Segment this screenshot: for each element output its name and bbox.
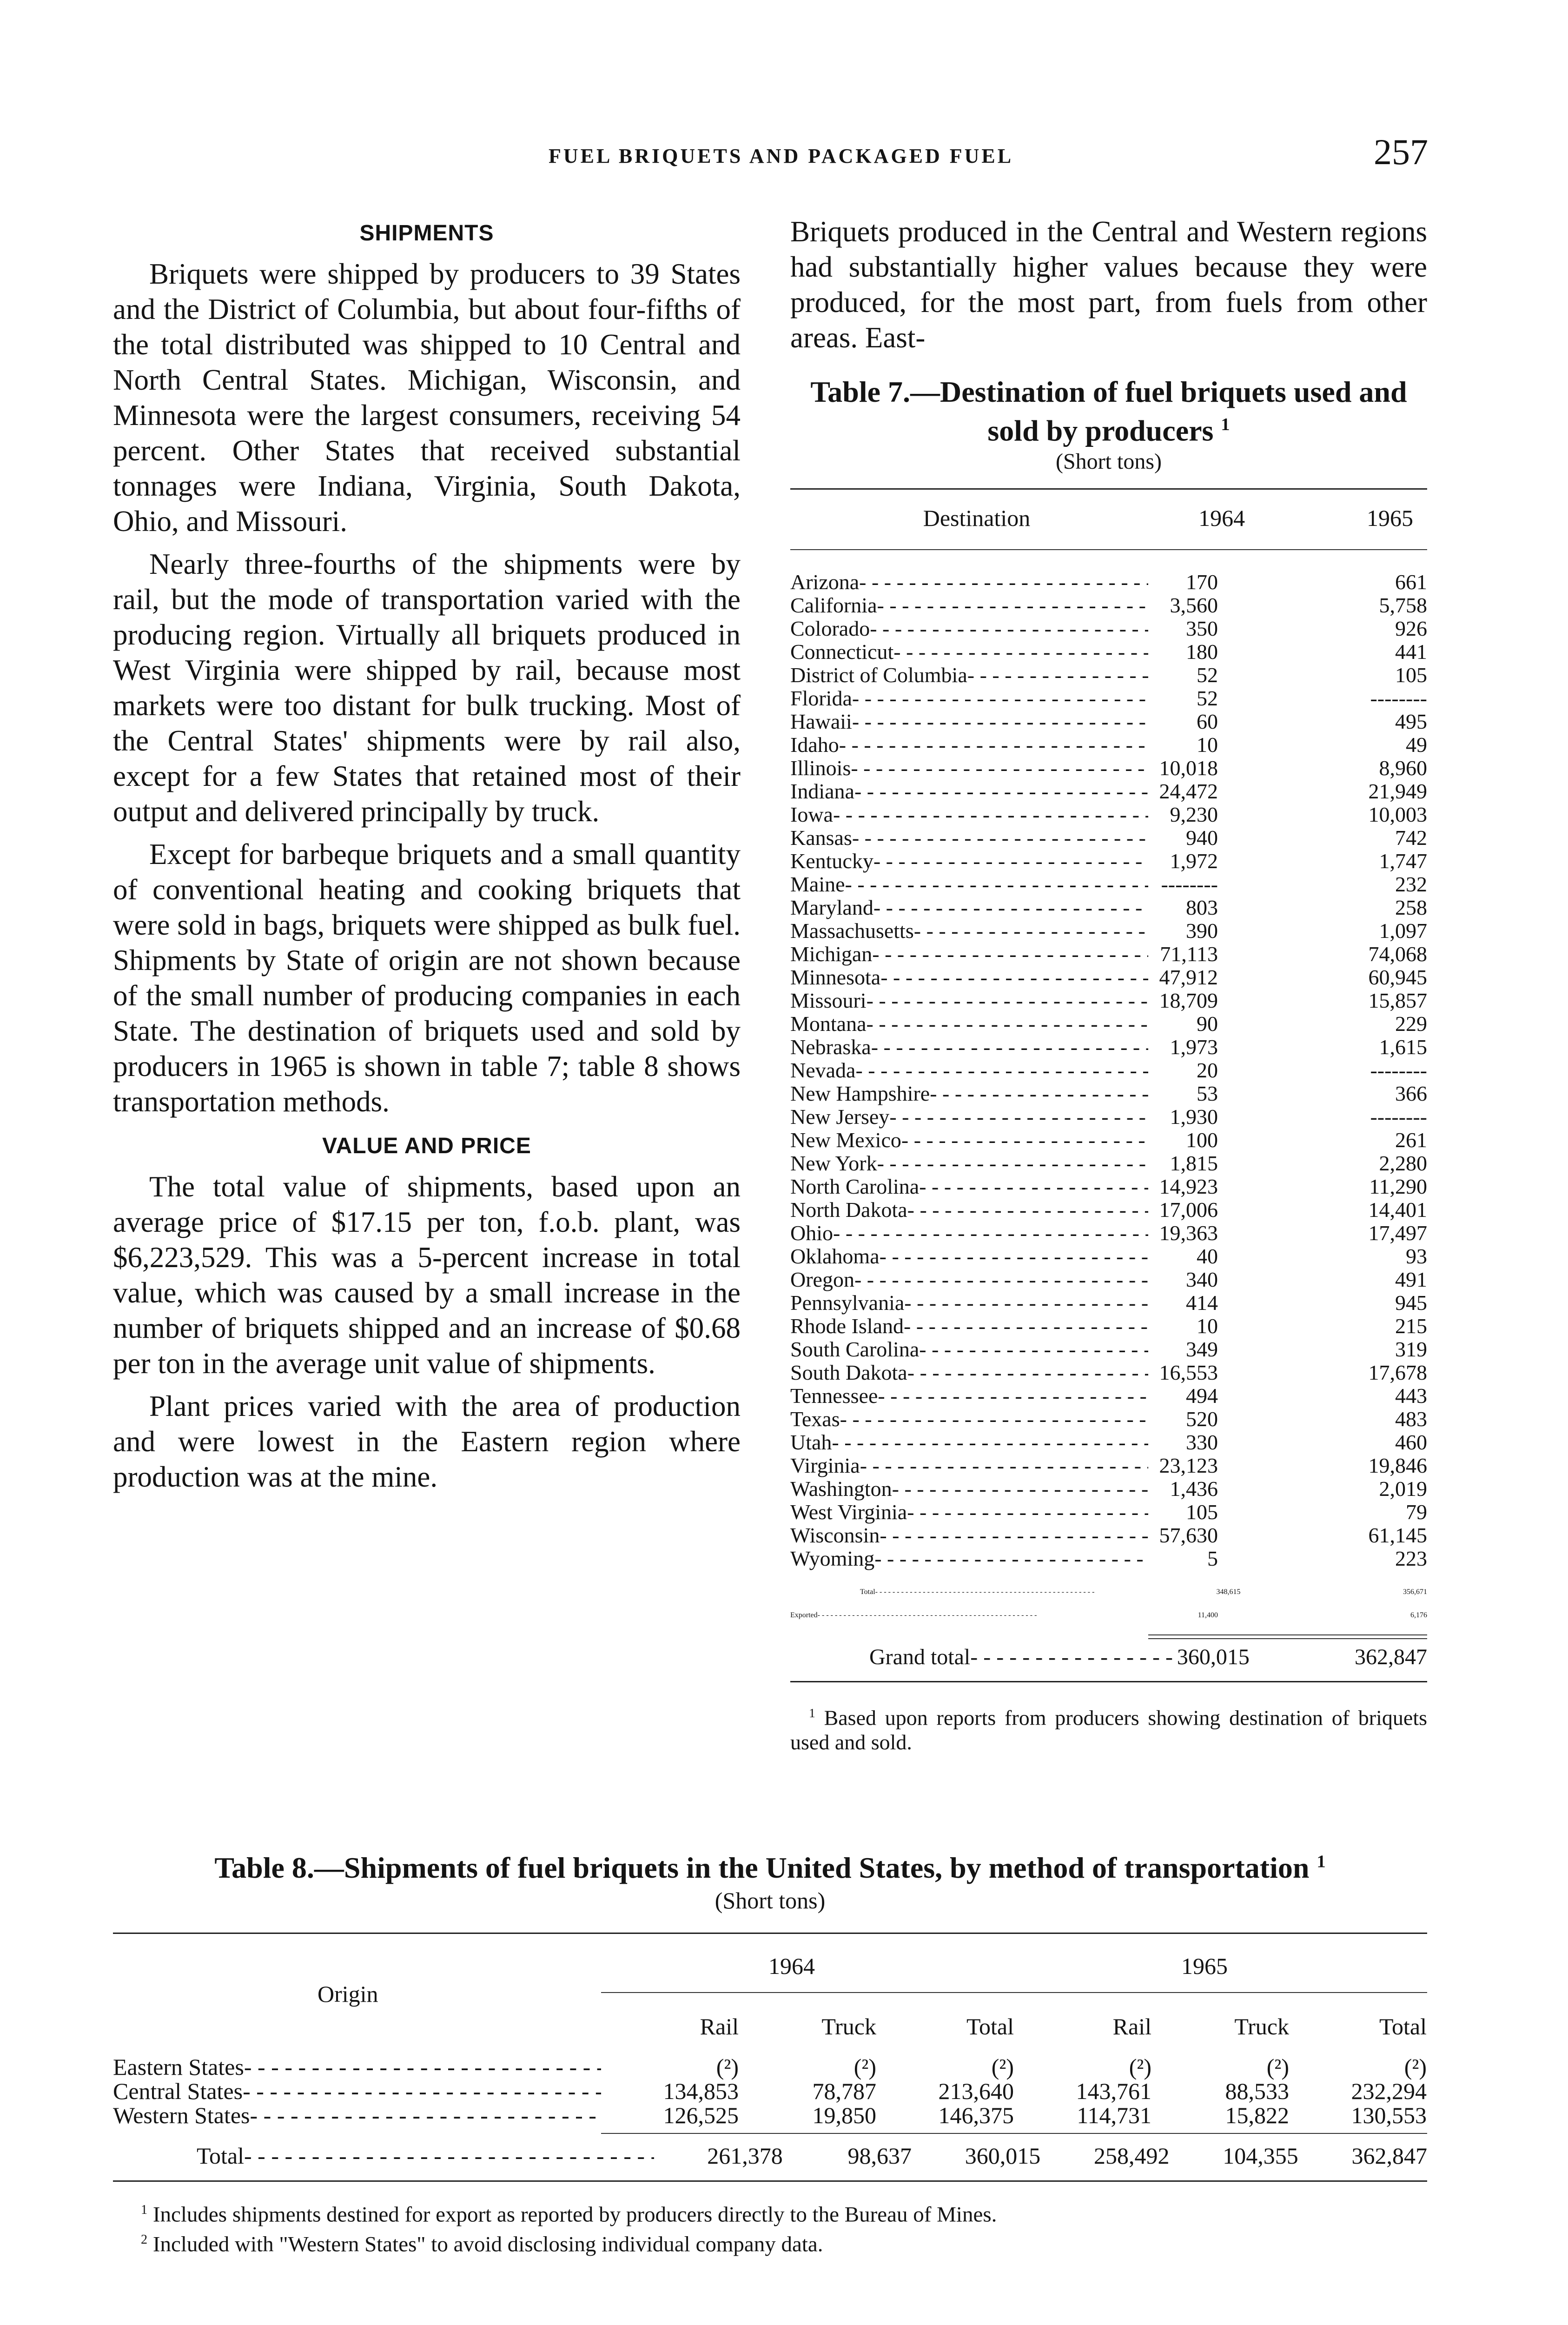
row-1965: 945: [1395, 1291, 1427, 1315]
row-label: Wisconsin - - -: [790, 1524, 1148, 1547]
table-row: [790, 1431, 1427, 1454]
table-8-body: [113, 2055, 1427, 2127]
cell: 360,015: [965, 2143, 1041, 2169]
cell: 19,850: [812, 2102, 876, 2128]
row-1964: 47,912: [1159, 965, 1218, 990]
cell: 114,731: [1077, 2102, 1151, 2128]
table-row: [790, 1105, 1427, 1129]
row-label: Idaho - - -: [790, 733, 1148, 757]
col-total: Total: [1379, 2013, 1427, 2039]
row-1965: 93: [1406, 1244, 1427, 1269]
row-1964: 940: [1186, 826, 1218, 850]
cell: 98,637: [847, 2143, 912, 2169]
row-1964: 100: [1186, 1128, 1218, 1152]
right-column: [790, 214, 1427, 1754]
cell: 104,355: [1223, 2143, 1298, 2169]
col-year-1964: 1964: [768, 1953, 815, 1979]
row-1964: 52: [1197, 663, 1218, 687]
row-label: Rhode Island - - -: [790, 1315, 1148, 1338]
value-price-heading: VALUE AND PRICE: [322, 1134, 531, 1158]
row-1965: 460: [1395, 1430, 1427, 1455]
row-1964: 16,553: [1159, 1361, 1218, 1385]
row-1964: 170: [1186, 570, 1218, 594]
row-1964: 10: [1197, 733, 1218, 757]
row-1964: 494: [1186, 1384, 1218, 1408]
row-1964: 19,363: [1159, 1221, 1218, 1245]
row-1964: 330: [1186, 1430, 1218, 1455]
row-1965: 926: [1395, 617, 1427, 641]
footnote-mark: 1: [1317, 1852, 1326, 1872]
table-row: [790, 1547, 1427, 1570]
row-1964: 1,436: [1170, 1477, 1218, 1501]
table-row: [790, 617, 1427, 640]
table-row: [113, 2103, 1427, 2127]
table-row: [113, 2139, 1427, 2172]
row-1964: 17,006: [1159, 1198, 1218, 1222]
row-label: Illinois - - -: [790, 757, 1148, 780]
row-label: Eastern States - - -: [113, 2055, 601, 2079]
table-row: [790, 1245, 1427, 1268]
table-row: [113, 2079, 1427, 2103]
table-row: [790, 594, 1427, 617]
row-label: Exported - - -: [790, 1604, 1148, 1627]
row-label: Montana - - -: [790, 1012, 1148, 1036]
row-label: Maryland - - -: [790, 896, 1148, 919]
row-1965: 261: [1395, 1128, 1427, 1152]
row-1965: 11,290: [1369, 1175, 1427, 1199]
cell: (²): [991, 2054, 1014, 2080]
row-1965: --------: [1370, 1058, 1427, 1083]
footnote-text: Based upon reports from producers showing destination of briquets used and sold.: [790, 1706, 1428, 1754]
row-1965: 49: [1406, 733, 1427, 757]
row-1965: 2,019: [1379, 1477, 1427, 1501]
cell: 213,640: [938, 2078, 1014, 2104]
row-1965: --------: [1370, 686, 1427, 711]
row-label: Colorado - - -: [790, 617, 1148, 640]
table-row: [790, 1604, 1427, 1627]
row-1965: 232: [1395, 872, 1427, 897]
row-1965: 441: [1395, 640, 1427, 664]
table-row: [790, 1477, 1427, 1501]
table-7-footnote: [790, 1701, 1427, 1754]
row-1964: 20: [1197, 1058, 1218, 1083]
row-1965: 1,097: [1379, 919, 1427, 943]
row-1965: 10,003: [1368, 803, 1427, 827]
table-row: [790, 1268, 1427, 1291]
paragraph: The total value of shipments, based upon an average price of $17.15 per ton, f.o.b. plant, was $6,223,529. This was a 5-percent increase in total value, which was caused by a small increase in the number of briquets shipped and an increase of $0.68 per ton in the average unit value of shipments.: [113, 1170, 741, 1380]
table-row: [790, 1059, 1427, 1082]
table-8-grid: [113, 1934, 1427, 2172]
col-rail: Rail: [1112, 2013, 1151, 2039]
table-row: [790, 780, 1427, 803]
row-label: Kansas - - -: [790, 826, 1148, 850]
table-row: [790, 850, 1427, 873]
row-1964: 803: [1186, 896, 1218, 920]
col-1965: 1965: [1367, 505, 1413, 531]
table-8: [113, 1851, 1427, 2257]
row-1964: 390: [1186, 919, 1218, 943]
footnote: [141, 2198, 1427, 2227]
row-1965: 1,615: [1379, 1035, 1427, 1059]
row-1965: 495: [1395, 710, 1427, 734]
table-8-title-text: Table 8.—Shipments of fuel briquets in the United States, by method of transportation: [214, 1851, 1310, 1884]
col-rail: Rail: [700, 2013, 739, 2039]
row-1965: 366: [1395, 1082, 1427, 1106]
col-truck: Truck: [821, 2013, 876, 2039]
running-head: FUEL BRIQUETS AND PACKAGED FUEL: [549, 145, 1014, 167]
table-row: [790, 1012, 1427, 1036]
row-label: California - - -: [790, 594, 1148, 617]
cell: 258,492: [1094, 2143, 1170, 2169]
row-label: Virginia - - -: [790, 1454, 1148, 1477]
cell: 143,761: [1076, 2078, 1151, 2104]
row-label: Total - - -: [790, 1581, 1178, 1604]
table-7-body: [790, 550, 1427, 1570]
table-row: [790, 571, 1427, 594]
col-1964: 1964: [1198, 505, 1245, 531]
row-1965: 223: [1395, 1547, 1427, 1571]
table-row: [790, 687, 1427, 710]
table-row: [790, 966, 1427, 989]
table-row: [790, 733, 1427, 757]
row-label: Western States - - -: [113, 2103, 601, 2127]
table-row: [790, 803, 1427, 826]
row-label: Oregon - - -: [790, 1268, 1148, 1291]
table-row: [790, 919, 1427, 943]
row-1965: 483: [1395, 1407, 1427, 1431]
row-label: District of Columbia - - -: [790, 664, 1148, 687]
row-label: South Carolina - - -: [790, 1338, 1148, 1361]
row-label: Nevada - - -: [790, 1059, 1148, 1082]
footnote-mark: 2: [141, 2232, 148, 2247]
row-1965: 443: [1395, 1384, 1427, 1408]
row-1965: 356,671: [1403, 1588, 1427, 1596]
table-8-subtitle: (Short tons): [715, 1887, 826, 1913]
table-row: [790, 710, 1427, 733]
row-label: Nebraska - - -: [790, 1036, 1148, 1059]
paragraph: Except for barbeque briquets and a small quantity of conventional heating and cooking briquets that were sold in bags, briquets were shipped as bulk fuel. Shipments by State of origin are not shown because of the small number of producing companies in each State. The destination of briquets used and sold by producers in 1965 is shown in table 7; table 8 shows transportation methods.: [113, 838, 741, 1118]
row-label: Massachusetts - - -: [790, 919, 1148, 943]
row-1965: 79: [1406, 1500, 1427, 1524]
cell: (²): [716, 2054, 739, 2080]
cell: 146,375: [938, 2102, 1014, 2128]
row-label: Wyoming - - -: [790, 1547, 1148, 1570]
row-1965: 21,949: [1368, 779, 1427, 804]
table-7-header: [790, 490, 1427, 549]
col-origin: Origin: [318, 1981, 378, 2007]
table-row: [790, 1454, 1427, 1477]
row-1964: 18,709: [1159, 989, 1218, 1013]
col-total: Total: [966, 2013, 1014, 2039]
col-year-1965: 1965: [1181, 1953, 1228, 1979]
row-1964: 9,230: [1170, 803, 1218, 827]
row-1964: 180: [1186, 640, 1218, 664]
table-row: [790, 1291, 1427, 1315]
row-label: Michigan - - -: [790, 943, 1148, 966]
table-row: [790, 1152, 1427, 1175]
cell: (²): [1404, 2054, 1427, 2080]
footnote-mark: 1: [809, 1706, 815, 1720]
row-1965: 19,846: [1368, 1454, 1427, 1478]
row-label: Arizona - - -: [790, 571, 1148, 594]
row-1964: 349: [1186, 1337, 1218, 1362]
row-1964: 71,113: [1160, 942, 1218, 966]
table-row: [790, 896, 1427, 919]
table-7-title: [790, 376, 1427, 447]
row-1964: 90: [1197, 1012, 1218, 1036]
table-row: [790, 826, 1427, 850]
table-row: [790, 757, 1427, 780]
row-label: Tennessee - - -: [790, 1384, 1148, 1408]
table-row: [790, 1315, 1427, 1338]
row-1965: 1,747: [1379, 849, 1427, 873]
table-8-title: [113, 1851, 1427, 1885]
table-row: [790, 1581, 1427, 1604]
table-row: [790, 1082, 1427, 1105]
row-1964: 520: [1186, 1407, 1218, 1431]
paragraph: Nearly three-fourths of the shipments were by rail, but the mode of transportation varied with the producing region. Virtually all briquets produced in West Virginia were shipped by rail, because most markets were too distant for bulk trucking. Most of the Central States' shipments were by rail also, except for a few States that retained most of their output and delivered principally by truck.: [113, 548, 741, 828]
row-1965: 742: [1395, 826, 1427, 850]
table-row: [790, 1129, 1427, 1152]
row-1964: 1,815: [1170, 1151, 1218, 1176]
table-8-footnotes: [113, 2198, 1427, 2257]
row-1964: 10: [1197, 1314, 1218, 1338]
row-1965: 362,847: [1355, 1645, 1427, 1670]
row-1965: 15,857: [1368, 989, 1427, 1013]
row-1965: --------: [1370, 1105, 1427, 1129]
row-1964: 5: [1207, 1547, 1218, 1571]
row-label: New York - - -: [790, 1152, 1148, 1175]
row-1965: 319: [1395, 1337, 1427, 1362]
cell: 126,525: [663, 2102, 739, 2128]
row-1964: 60: [1197, 710, 1218, 734]
row-label: New Hampshire - - -: [790, 1082, 1148, 1105]
row-label: Iowa - - -: [790, 803, 1148, 826]
row-label: Texas - - -: [790, 1408, 1148, 1431]
footnote-text: Included with "Western States" to avoid disclosing individual company data.: [152, 2232, 823, 2257]
row-1964: 340: [1186, 1268, 1218, 1292]
row-1964: 40: [1197, 1244, 1218, 1269]
row-1965: 661: [1395, 570, 1427, 594]
row-1964: 348,615: [1216, 1588, 1241, 1596]
col-truck: Truck: [1234, 2013, 1289, 2039]
cell: (²): [1129, 2054, 1151, 2080]
row-label: Kentucky - - -: [790, 850, 1148, 873]
col-destination: Destination: [923, 505, 1031, 531]
row-label: Utah - - -: [790, 1431, 1148, 1454]
row-1965: 61,145: [1368, 1523, 1427, 1548]
paragraph: Plant prices varied with the area of production and were lowest in the Eastern region where production was at the mine.: [113, 1390, 741, 1493]
row-1964: 11,400: [1198, 1611, 1218, 1620]
table-7-title-text: Table 7.—Destination of fuel briquets used and sold by producers: [810, 375, 1407, 447]
row-label: Grand total - - -: [790, 1646, 1177, 1669]
cell: 261,378: [707, 2143, 783, 2169]
row-1964: --------: [1161, 872, 1218, 897]
row-1964: 414: [1186, 1291, 1218, 1315]
page-number: 257: [1374, 132, 1428, 172]
row-1965: 105: [1395, 663, 1427, 687]
row-1965: 17,497: [1368, 1221, 1427, 1245]
row-1965: 5,758: [1379, 593, 1427, 618]
row-1965: 2,280: [1379, 1151, 1427, 1176]
row-1964: 53: [1197, 1082, 1218, 1106]
row-label: New Mexico - - -: [790, 1129, 1148, 1152]
row-1965: 215: [1395, 1314, 1427, 1338]
table-row: [790, 943, 1427, 966]
cell: 134,853: [663, 2078, 739, 2104]
table-7-subtitle: (Short tons): [1056, 449, 1162, 474]
row-1964: 1,930: [1170, 1105, 1218, 1129]
row-label: North Carolina - - -: [790, 1175, 1148, 1198]
table-row: [790, 1408, 1427, 1431]
row-label: Hawaii - - -: [790, 710, 1148, 733]
row-1964: 105: [1186, 1500, 1218, 1524]
row-1964: 3,560: [1170, 593, 1218, 618]
table-row: [790, 1175, 1427, 1198]
row-label: Indiana - - -: [790, 780, 1148, 803]
row-1964: 23,123: [1159, 1454, 1218, 1478]
row-1965: 60,945: [1368, 965, 1427, 990]
table-row: [790, 1384, 1427, 1408]
row-1964: 24,472: [1159, 779, 1218, 804]
paragraph: Briquets were shipped by producers to 39 States and the District of Columbia, but about four-fifths of the total distributed was shipped to 10 Central and North Central States. Michigan, Wisconsin, and Minnesota were the largest consumers, receiving 54 percent. Other States that received substantial tonnages were Indiana, Virginia, South Dakota, Ohio, and Missouri.: [113, 258, 741, 538]
row-1965: 6,176: [1410, 1611, 1427, 1620]
table-row: [790, 1222, 1427, 1245]
row-label: Maine - - -: [790, 873, 1148, 896]
row-1965: 258: [1395, 896, 1427, 920]
cell: 130,553: [1351, 2102, 1427, 2128]
row-label: New Jersey - - -: [790, 1105, 1148, 1129]
cell: (²): [1266, 2054, 1289, 2080]
cell: 78,787: [812, 2078, 876, 2104]
row-label: Total - - -: [113, 2139, 654, 2172]
row-1965: 8,960: [1379, 756, 1427, 780]
row-1964: 1,973: [1170, 1035, 1218, 1059]
row-label: Florida - - -: [790, 687, 1148, 710]
row-1965: 229: [1395, 1012, 1427, 1036]
row-1965: 491: [1395, 1268, 1427, 1292]
row-label: Central States - - -: [113, 2079, 601, 2103]
shipments-heading: SHIPMENTS: [359, 221, 494, 246]
footnote: [141, 2227, 1427, 2257]
table-row: [790, 1524, 1427, 1547]
cell: (²): [853, 2054, 876, 2080]
cell: 232,294: [1351, 2078, 1427, 2104]
row-label: Connecticut - - -: [790, 640, 1148, 664]
table-7: [790, 376, 1427, 1754]
row-1965: 74,068: [1368, 942, 1427, 966]
left-column: [113, 214, 741, 1502]
table-row: [790, 1036, 1427, 1059]
footnote-mark: 1: [141, 2203, 148, 2217]
table-row: [790, 1646, 1427, 1669]
row-1964: 360,015: [1177, 1645, 1250, 1670]
table-row: [790, 989, 1427, 1012]
row-label: Oklahoma - - -: [790, 1245, 1148, 1268]
table-row: [790, 640, 1427, 664]
row-1965: 14,401: [1368, 1198, 1427, 1222]
table-row: [790, 1361, 1427, 1384]
row-1965: 17,678: [1368, 1361, 1427, 1385]
row-1964: 14,923: [1159, 1175, 1218, 1199]
table-row: [790, 1338, 1427, 1361]
row-label: Washington - - -: [790, 1477, 1148, 1501]
row-label: Minnesota - - -: [790, 966, 1148, 989]
row-label: North Dakota - - -: [790, 1198, 1148, 1222]
row-1964: 350: [1186, 617, 1218, 641]
row-1964: 57,630: [1159, 1523, 1218, 1548]
row-label: Pennsylvania - - -: [790, 1291, 1148, 1315]
row-1964: 52: [1197, 686, 1218, 711]
row-label: South Dakota - - -: [790, 1361, 1148, 1384]
row-1964: 1,972: [1170, 849, 1218, 873]
row-1964: 10,018: [1159, 756, 1218, 780]
cell: 88,533: [1225, 2078, 1289, 2104]
table-row: [790, 1198, 1427, 1222]
table-row: [790, 1501, 1427, 1524]
table-row: [790, 664, 1427, 687]
cell: 362,847: [1351, 2143, 1427, 2169]
table-row: [790, 873, 1427, 896]
row-label: West Virginia - - -: [790, 1501, 1148, 1524]
cell: 15,822: [1225, 2102, 1289, 2128]
table-row: [113, 2055, 1427, 2079]
row-label: Missouri - - -: [790, 989, 1148, 1012]
paragraph: Briquets produced in the Central and Western regions had substantially higher values because they were produced, for the most part, from fuels from other areas. East-: [790, 215, 1427, 354]
row-label: Ohio - - -: [790, 1222, 1148, 1245]
footnote-mark: 1: [1221, 415, 1230, 434]
footnote-text: Includes shipments destined for export as reported by producers directly to the Bureau of Mines.: [152, 2202, 997, 2227]
